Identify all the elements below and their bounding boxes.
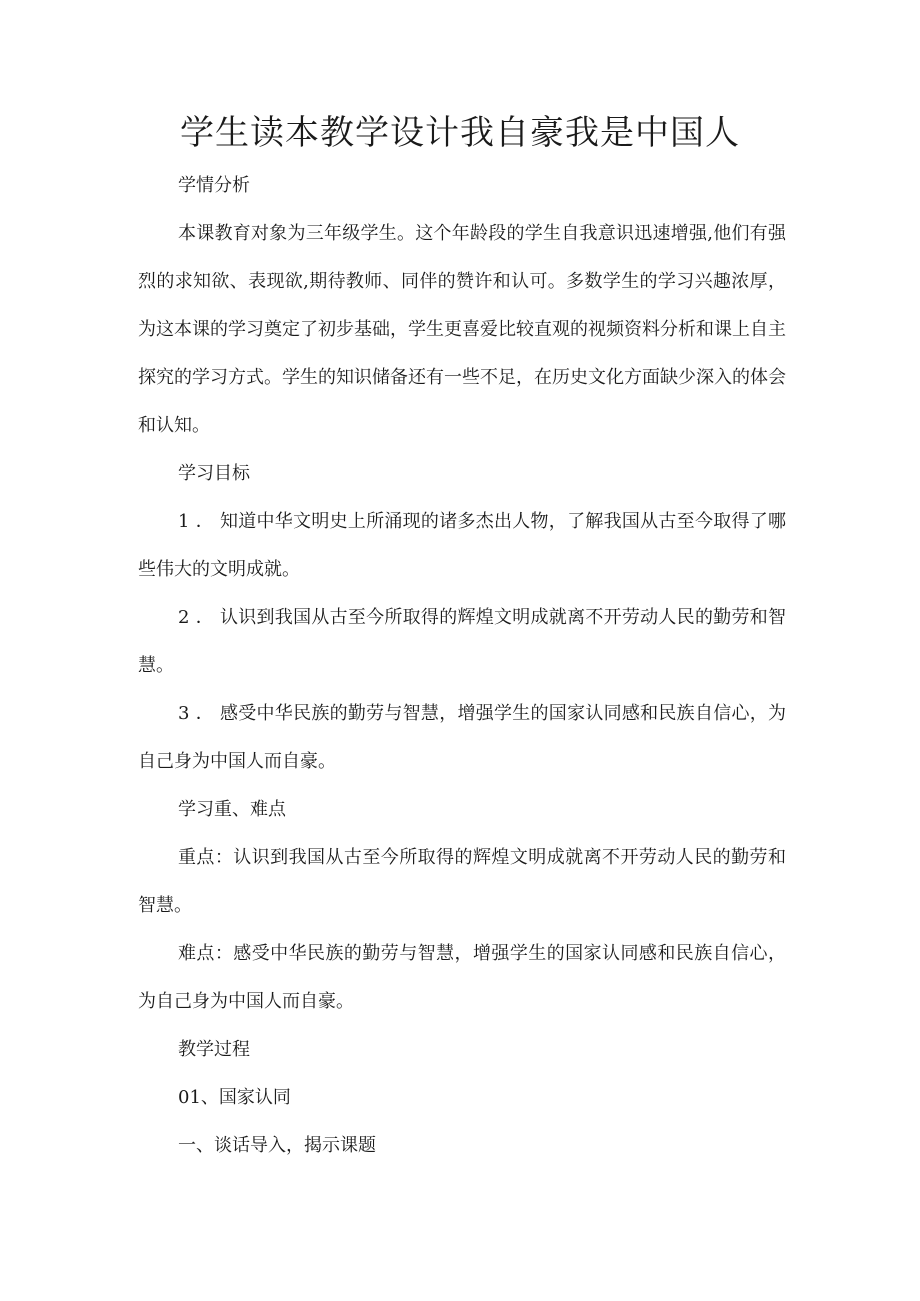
- goal-item-1: [138, 498, 786, 594]
- process-subheading-2: 一、谈话导入，揭示课题: [178, 1135, 376, 1156]
- goal-number: 3．: [178, 703, 220, 724]
- process-subheading-1: 01、国家认同: [178, 1087, 291, 1108]
- goal-text: 认识到我国从古至今所取得的辉煌文明成就离不开劳动人民的勤劳和智慧。: [138, 607, 787, 676]
- document-title: 学生读本教学设计我自豪我是中国人: [180, 113, 740, 153]
- goal-number: 2．: [178, 607, 220, 628]
- document-body: [138, 162, 786, 1170]
- process-heading: 教学过程: [178, 1039, 250, 1060]
- analysis-heading: 学情分析: [178, 175, 250, 196]
- key-point-paragraph: 重点：认识到我国从古至今所取得的辉煌文明成就离不开劳动人民的勤劳和智慧。: [138, 847, 786, 916]
- goal-item-2: [138, 594, 786, 690]
- analysis-paragraph: 本课教育对象为三年级学生。这个年龄段的学生自我意识迅速增强,他们有强烈的求知欲、表现欲,期待教师、同伴的赞许和认可。多数学生的学习兴趣浓厚，为这本课的学习奠定了初步基础，学生更喜爱比较直观的视频资料分析和课上自主探究的学习方式。学生的知识储备还有一些不足，在历史文化方面缺少深入的体会和认知。: [138, 223, 786, 436]
- goal-text: 感受中华民族的勤劳与智慧，增强学生的国家认同感和民族自信心，为自己身为中国人而自豪。: [138, 703, 787, 772]
- keypoints-heading: 学习重、难点: [178, 799, 286, 820]
- goal-text: 知道中华文明史上所涌现的诸多杰出人物，了解我国从古至今取得了哪些伟大的文明成就。: [138, 511, 787, 580]
- difficult-point-paragraph: 难点：感受中华民族的勤劳与智慧，增强学生的国家认同感和民族自信心，为自己身为中国人而自豪。: [138, 943, 786, 1012]
- goals-heading: 学习目标: [178, 463, 250, 484]
- goal-item-3: [138, 690, 786, 786]
- goal-number: 1．: [178, 511, 220, 532]
